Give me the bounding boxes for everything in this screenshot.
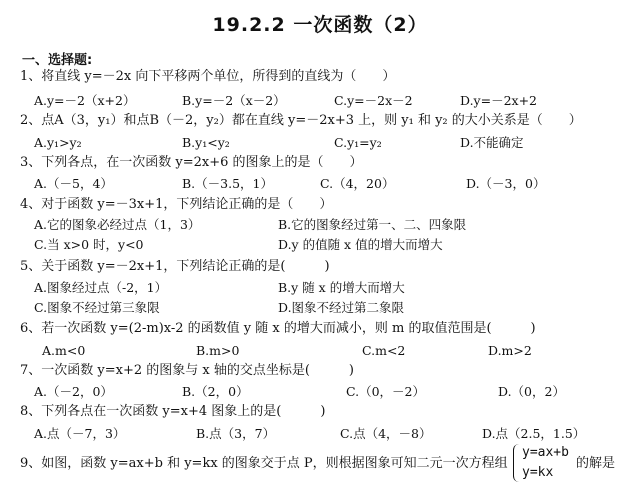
q5-option-d: D.图象不经过第二象限 xyxy=(278,300,405,315)
q5-option-a: A.图象经过点（-2，1） xyxy=(34,280,168,295)
q4-option-b: B.它的图象经过第一、二、四象限 xyxy=(278,217,467,232)
q5-option-c: C.图象不经过第三象限 xyxy=(34,300,160,315)
question-4: 4、对于函数 y=－3x+1，下列结论正确的是（ ） xyxy=(20,197,333,212)
q4-option-a: A.它的图象必经过点（1，3） xyxy=(34,217,201,232)
q1-option-b: B.y=－2（x－2） xyxy=(182,93,286,108)
q6-option-c: C.m<2 xyxy=(362,343,406,358)
q8-option-b: B.点（3，7） xyxy=(196,426,276,441)
equation-line-2: y=kx xyxy=(522,465,554,480)
question-8: 8、下列各点在一次函数 y=x+4 图象上的是( ) xyxy=(20,404,326,419)
q4-option-c: C.当 x>0 时，y<0 xyxy=(34,237,144,252)
q6-option-a: A.m<0 xyxy=(42,343,86,358)
q2-option-b: B.y₁<y₂ xyxy=(182,135,230,150)
question-6: 6、若一次函数 y=(2-m)x-2 的函数值 y 随 x 的增大而减小，则 m 的取值范围是( ) xyxy=(20,321,536,336)
q7-option-c: C.（0，－2） xyxy=(346,384,425,399)
question-5: 5、关于函数 y=－2x+1，下列结论正确的是( ) xyxy=(20,259,330,274)
question-1: 1、将直线 y=－2x 向下平移两个单位，所得到的直线为（ ） xyxy=(20,69,396,84)
q3-option-c: C.（4，20） xyxy=(320,176,395,191)
q7-option-b: B.（2，0） xyxy=(182,384,249,399)
q6-option-d: D.m>2 xyxy=(488,343,532,358)
q1-option-c: C.y=－2x－2 xyxy=(334,93,413,108)
q1-option-d: D.y=－2x+2 xyxy=(460,93,538,108)
equation-system-brace xyxy=(513,444,522,482)
q2-option-d: D.不能确定 xyxy=(460,135,524,150)
q2-option-a: A.y₁>y₂ xyxy=(34,135,82,150)
q1-option-a: A.y=－2（x+2） xyxy=(34,93,136,108)
q4-option-d: D.y 的值随 x 值的增大而增大 xyxy=(278,237,443,252)
q3-option-b: B.（－3.5，1） xyxy=(182,176,273,191)
q2-option-c: C.y₁=y₂ xyxy=(334,135,382,150)
q5-option-b: B.y 随 x 的增大而增大 xyxy=(278,280,405,295)
question-7: 7、一次函数 y=x+2 的图象与 x 轴的交点坐标是( ) xyxy=(20,363,355,378)
question-9-tail: 的解是 xyxy=(576,456,616,471)
q6-option-b: B.m>0 xyxy=(196,343,240,358)
q8-option-c: C.点（4，－8） xyxy=(340,426,432,441)
question-2: 2、点A（3，y₁）和点B（－2，y₂）都在直线 y=－2x+3 上，则 y₁ 和 y₂ 的大小关系是（ ） xyxy=(20,113,582,128)
question-3: 3、下列各点，在一次函数 y=2x+6 的图象上的是（ ） xyxy=(20,155,363,170)
q8-option-d: D.点（2.5，1.5） xyxy=(482,426,586,441)
q7-option-d: D.（0，2） xyxy=(498,384,565,399)
q7-option-a: A.（－2，0） xyxy=(34,384,113,399)
q3-option-a: A.（－5，4） xyxy=(34,176,113,191)
q8-option-a: A.点（－7，3） xyxy=(34,426,126,441)
equation-line-1: y=ax+b xyxy=(522,445,569,460)
page-title: 19.2.2 一次函数（2） xyxy=(212,14,428,36)
section-heading: 一、选择题: xyxy=(22,53,93,68)
q3-option-d: D.（－3，0） xyxy=(466,176,546,191)
question-9: 9、如图，函数 y=ax+b 和 y=kx 的图象交于点 P，则根据图象可知二元一次方程组 xyxy=(20,456,508,471)
